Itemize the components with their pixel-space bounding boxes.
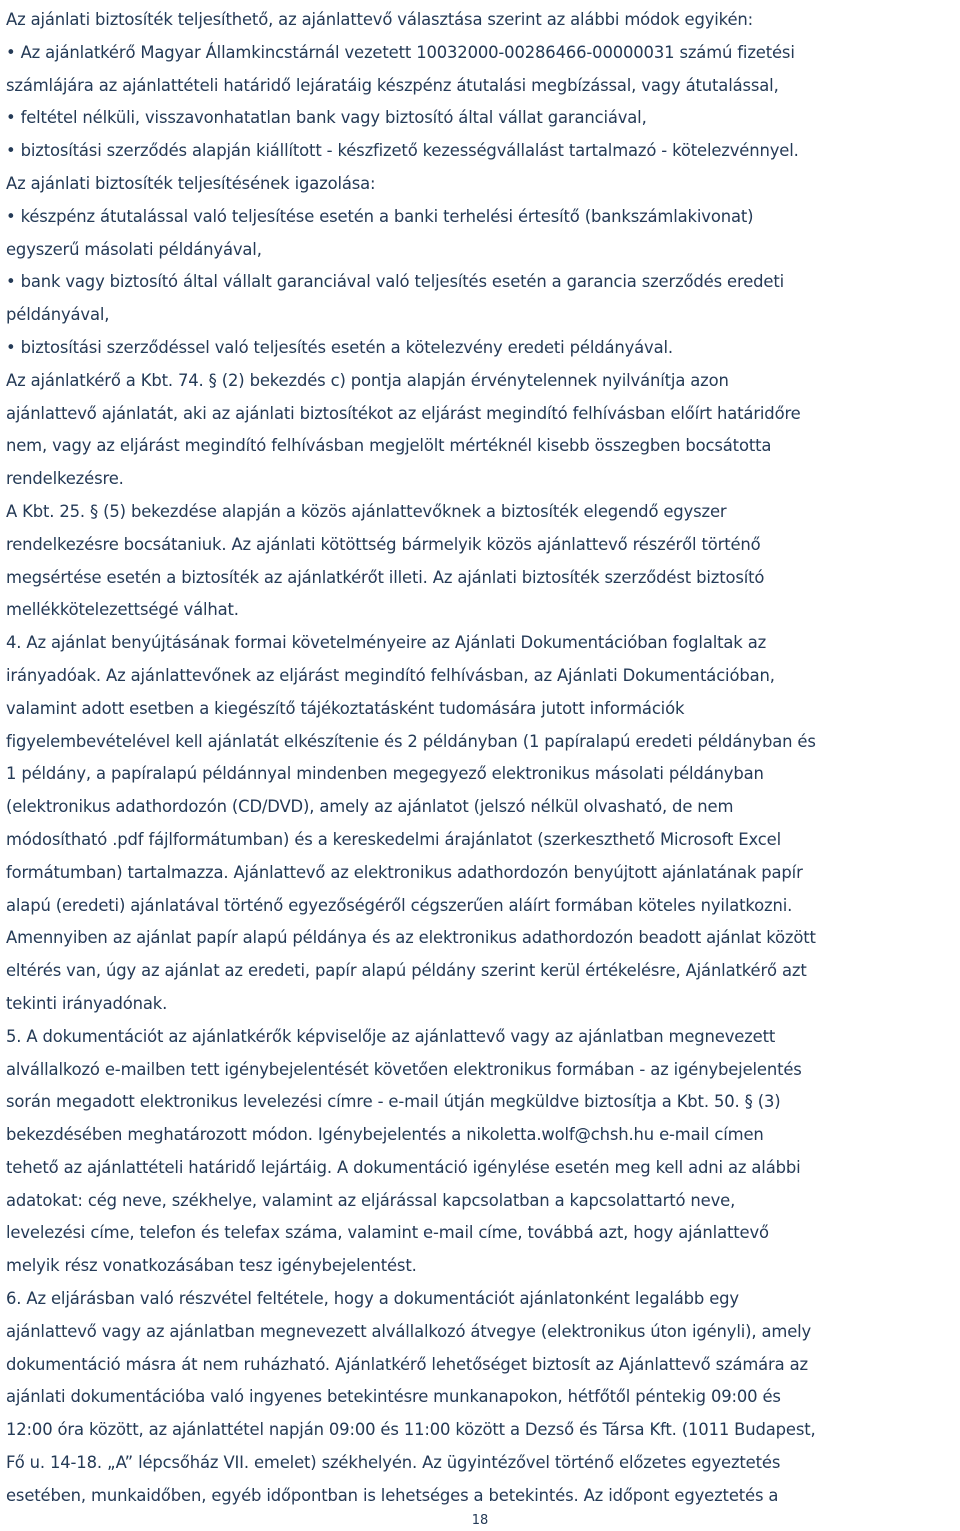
text-line: mellékkötelezettségé válhat. xyxy=(6,600,239,620)
text-line: nem, vagy az eljárást megindító felhívásban megjelölt mértéknél kisebb összegben bocsátotta xyxy=(6,436,772,456)
text-line: adatokat: cég neve, székhelye, valamint az eljárással kapcsolatban a kapcsolattartó neve, xyxy=(6,1190,736,1210)
text-line: • biztosítási szerződés alapján kiállított - készfizető kezességvállalást tartalmazó - kötelezvénnyel. xyxy=(6,141,799,161)
text-line: alvállalkozó e-mailben tett igénybejelentését követően elektronikus formában - az igénybejelentés xyxy=(6,1059,802,1079)
text-line: tekinti irányadónak. xyxy=(6,993,168,1013)
text-line: megsértése esetén a biztosíték az ajánlatkérőt illeti. Az ajánlati biztosíték szerződést biztosító xyxy=(6,567,765,587)
text-line: 6. Az eljárásban való részvétel feltétele, hogy a dokumentációt ajánlatonként legalább egy xyxy=(6,1289,739,1309)
text-line: ajánlattevő vagy az ajánlatban megnevezett alvállalkozó átvegye (elektronikus úton igényli), amely xyxy=(6,1321,812,1341)
text-line: 1 példány, a papíralapú példánnyal mindenben megegyező elektronikus másolati példányban xyxy=(6,764,764,784)
document-body xyxy=(6,4,954,1513)
text-line: rendelkezésre. xyxy=(6,469,124,489)
text-line: példányával, xyxy=(6,305,110,325)
text-line: Fő u. 14-18. „A” lépcsőház VII. emelet) székhelyén. Az ügyintézővel történő előzetes egyeztetés xyxy=(6,1453,781,1473)
text-line: levelezési címe, telefon és telefax száma, valamint e-mail címe, továbbá azt, hogy ajánlattevő xyxy=(6,1223,769,1243)
text-line: dokumentáció másra át nem ruházható. Ajánlatkérő lehetőséget biztosít az Ajánlattevő számára az xyxy=(6,1354,808,1374)
text-line: A Kbt. 25. § (5) bekezdése alapján a közös ajánlattevőknek a biztosíték elegendő egyszer xyxy=(6,501,727,521)
text-line: • készpénz átutalással való teljesítése esetén a banki terhelési értesítő (bankszámlakivonat) xyxy=(6,206,754,226)
text-line: Az ajánlatkérő a Kbt. 74. § (2) bekezdés c) pontja alapján érvénytelennek nyilvánítja azon xyxy=(6,370,729,390)
text-line: során megadott elektronikus levelezési címre - e-mail útján megküldve biztosítja a Kbt. 50. § (3) xyxy=(6,1092,781,1112)
text-line: Az ajánlati biztosíték teljesíthető, az ajánlattevő választása szerint az alábbi módok egyikén: xyxy=(6,10,753,29)
text-line: esetében, munkaidőben, egyéb időpontban is lehetséges a betekintés. Az időpont egyeztetés a xyxy=(6,1485,779,1505)
text-line: • bank vagy biztosító által vállalt garanciával való teljesítés esetén a garancia szerződés eredeti xyxy=(6,272,785,292)
text-line: Amennyiben az ajánlat papír alapú példánya és az elektronikus adathordozón beadott ajánlat között xyxy=(6,928,816,948)
text-line: ajánlati dokumentációba való ingyenes betekintésre munkanapokon, hétfőtől péntekig 09:00 és xyxy=(6,1387,781,1407)
text-line: egyszerű másolati példányával, xyxy=(6,239,262,259)
page-number: 18 xyxy=(471,1513,489,1528)
text-line: 4. Az ajánlat benyújtásának formai követelményeire az Ajánlati Dokumentációban foglaltak az xyxy=(6,633,767,653)
text-line: tehető az ajánlattételi határidő lejártáig. A dokumentáció igénylése esetén meg kell adni az alábbi xyxy=(6,1157,801,1177)
text-line: valamint adott esetben a kiegészítő tájékoztatásként tudomására jutott információk xyxy=(6,698,685,718)
text-line: rendelkezésre bocsátaniuk. Az ajánlati kötöttség bármelyik közös ajánlattevő részéről történő xyxy=(6,534,761,554)
text-line: alapú (eredeti) ajánlatával történő egyezőségéről cégszerűen aláírt formában köteles nyilatkozni. xyxy=(6,895,793,915)
text-line: • feltétel nélküli, visszavonhatatlan bank vagy biztosító által vállat garanciával, xyxy=(6,108,647,128)
text-line: ajánlattevő ajánlatát, aki az ajánlati biztosítékot az eljárást megindító felhívásban előírt határidőre xyxy=(6,403,801,423)
text-line: 12:00 óra között, az ajánlattétel napján 09:00 és 11:00 között a Dezső és Társa Kft. (1011 Budapest, xyxy=(6,1420,816,1440)
text-line: (elektronikus adathordozón (CD/DVD), amely az ajánlatot (jelszó nélkül olvasható, de nem xyxy=(6,797,734,817)
text-line: 5. A dokumentációt az ajánlatkérők képviselője az ajánlattevő vagy az ajánlatban megnevezett xyxy=(6,1026,776,1046)
text-line: figyelembevételével kell ajánlatát elkészítenie és 2 példányban (1 papíralapú eredeti példányban és xyxy=(6,731,816,751)
text-line: eltérés van, úgy az ajánlat az eredeti, papír alapú példány szerint kerül értékelésre, Ajánlatkérő azt xyxy=(6,961,807,981)
text-line: • biztosítási szerződéssel való teljesítés esetén a kötelezvény eredeti példányával. xyxy=(6,337,673,357)
text-line: Az ajánlati biztosíték teljesítésének igazolása: xyxy=(6,173,376,193)
text-line: • Az ajánlatkérő Magyar Államkincstárnál vezetett 10032000-00286466-00000031 számú fizetési xyxy=(6,42,795,62)
text-line: számlájára az ajánlattételi határidő lejáratáig készpénz átutalási megbízással, vagy átutalással, xyxy=(6,75,779,95)
text-line: formátumban) tartalmazza. Ajánlattevő az elektronikus adathordozón benyújtott ajánlatának papír xyxy=(6,862,803,882)
text-line: bekezdésében meghatározott módon. Igénybejelentés a nikoletta.wolf@chsh.hu e-mail címen xyxy=(6,1125,764,1145)
text-line: irányadóak. Az ajánlattevőnek az eljárást megindító felhívásban, az Ajánlati Dokumentációban, xyxy=(6,665,775,685)
text-line: melyik rész vonatkozásában tesz igénybejelentést. xyxy=(6,1256,417,1276)
text-line: módosítható .pdf fájlformátumban) és a kereskedelmi árajánlatot (szerkeszthető Microsoft Excel xyxy=(6,829,781,849)
